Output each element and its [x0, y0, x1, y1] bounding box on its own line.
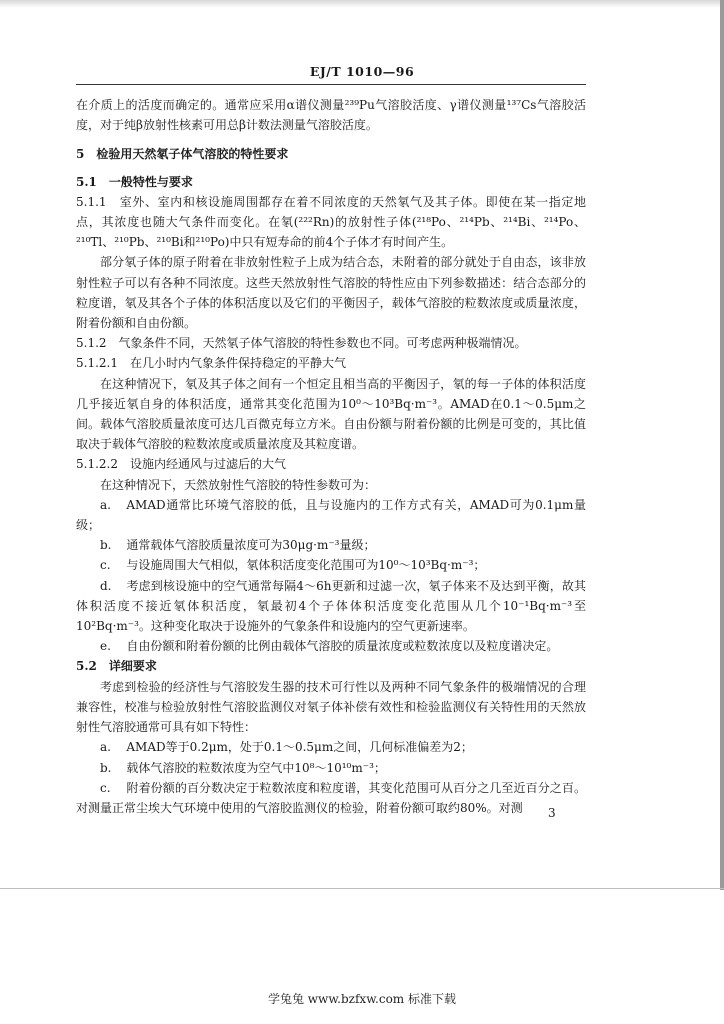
list-item-c: c. 与设施周围大气相似，氡体积活度变化范围可为10⁰～10³Bq·m⁻³； [76, 555, 586, 575]
list-item-a-2: a. AMAD等于0.2μm，处于0.1～0.5μm之间，几何标准偏差为2； [76, 737, 586, 757]
list-mark: e. [100, 639, 111, 654]
list-mark: c. [100, 558, 111, 573]
section-heading-5-2: 5.2 详细要求 [76, 659, 157, 674]
list-mark: d. [100, 578, 112, 593]
list-mark: a. [100, 740, 111, 755]
section-heading-5-1: 5.1 一般特性与要求 [76, 174, 193, 189]
list-mark: b. [100, 538, 112, 553]
list-item-d: d. 考虑到核设施中的空气通常每隔4～6h更新和过滤一次，氡子体来不及达到平衡，故其体积活度不接近氡体积活度，氡最初4个子体体积活度变化范围从几个10⁻¹Bq·m⁻³至10²Bq·m⁻³。这种变化取决于设施外的气象条件和设施内的空气更新速率。 [76, 576, 586, 637]
list-mark: a. [100, 497, 111, 512]
body-text [76, 95, 586, 818]
paragraph-calm-atmosphere: 在这种情况下，氡及其子体之间有一个恒定且相当高的平衡因子，氡的每一子体的体积活度几乎接近氡自身的体积活度，通常其变化范围为10⁰～10³Bq·m⁻³。AMAD在0.1～0.5μm之间。载体气溶胶质量浓度可达几百微克每立方米。自由份额与附着份额的比例是可变的，其比值取决于载体气溶胶的粒数浓度或质量浓度及其粒度谱。 [76, 376, 586, 452]
header-divider [76, 84, 586, 85]
paragraph-facility-intro: 在这种情况下，天然放射性气溶胶的特性参数可为： [100, 477, 377, 492]
list-item-b: b. 通常载体气溶胶质量浓度可为30μg·m⁻³量级； [76, 535, 586, 555]
paragraph-detailed-requirements: 考虑到检验的经济性与气溶胶发生器的技术可行性以及两种不同气象条件的极端情况的合理兼容性，校准与检验放射性气溶胶监测仪对氡子体补偿有效性和检验监测仪有关特性用的天然放射性气溶胶通常可具有如下特性： [76, 679, 586, 735]
section-heading-5-1-2-2: 5.1.2.2 设施内经通风与过滤后的大气 [76, 457, 286, 472]
list-item-b-2: b. 载体气溶胶的粒数浓度为空气中10⁸～10¹⁰m⁻³； [76, 758, 586, 778]
scan-edge-right [720, 0, 724, 890]
list-mark: c. [100, 780, 111, 795]
paragraph-intro-continued: 在介质上的活度而确定的。通常应采用α谱仪测量²³⁹Pu气溶胶活度、γ谱仪测量¹³⁷Cs气溶胶活度，对于纯β放射性核素可用总β计数法测量气溶胶活度。 [76, 98, 586, 133]
list-item-a: a. AMAD通常比环境气溶胶的低，且与设施内的工作方式有关，AMAD可为0.1μm量级； [76, 495, 586, 535]
paragraph-attached-fraction: 部分氡子体的原子附着在非放射性粒子上成为结合态，未附着的部分就处于自由态，该非放射性粒子可以有各种不同浓度。这些天然放射性气溶胶的特性应由下列参数描述：结合态部分的粒度谱，氡及其各个子体的体积活度以及它们的平衡因子，载体气溶胶的粒数浓度或质量浓度，附着份额和自由份额。 [76, 255, 586, 331]
page-number: 3 [548, 806, 556, 820]
paragraph-5-1-2: 5.1.2 气象条件不同，天然氡子体气溶胶的特性参数也不同。可考虑两种极端情况。 [76, 336, 527, 351]
scan-shadow-top [0, 0, 724, 8]
list-item-e: e. 自由份额和附着份额的比例由载体气溶胶的质量浓度或粒数浓度以及粒度谱决定。 [76, 636, 586, 656]
section-heading-5-1-2-1: 5.1.2.1 在几小时内气象条件保持稳定的平静大气 [76, 356, 346, 371]
site-footer: 学兔兔 www.bzfxw.com 标准下载 [267, 992, 457, 1006]
list-mark: b. [100, 760, 112, 775]
standard-number: EJ/T 1010—96 [309, 64, 415, 79]
footer-divider [0, 888, 724, 889]
section-heading-5: 5 检验用天然氡子体气溶胶的特性要求 [76, 147, 289, 162]
list-item-c-2: c. 附着份额的百分数决定于粒数浓度和粒度谱，其变化范围可从百分之几至近百分之百。对测量正常尘埃大气环境中使用的气溶胶监测仪的检验，附着份额可取约80%。对测 [76, 778, 586, 818]
paragraph-5-1-1: 5.1.1 室外、室内和核设施周围都存在着不同浓度的天然氡气及其子体。即使在某一指定地点，其浓度也随大气条件而变化。在氡(²²²Rn)的放射性子体(²¹⁸Po、²¹⁴Pb、²¹⁴Bi、²¹⁴Po、²¹⁰Tl、²¹⁰Pb、²¹⁰Bi和²¹⁰Po)中只有短寿命的前4个子体才有时间产生。 [76, 194, 586, 250]
